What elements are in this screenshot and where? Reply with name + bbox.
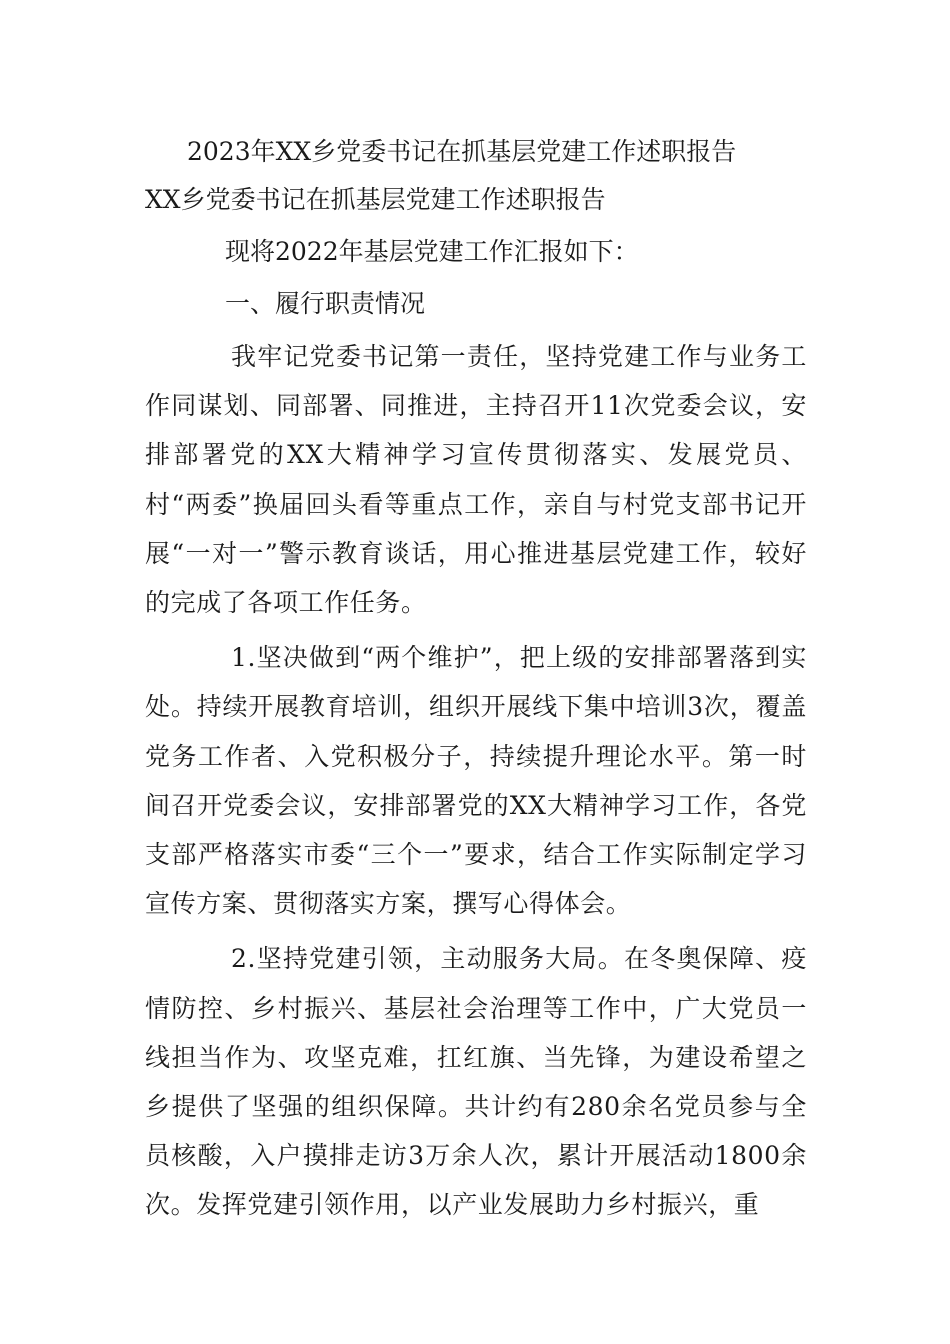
- intro-line: 现将2022年基层党建工作汇报如下：: [225, 237, 639, 266]
- document-page: [145, 128, 807, 1230]
- section-heading: 一、履行职责情况: [225, 289, 426, 318]
- document-subtitle: XX乡党委书记在抓基层党建工作述职报告: [145, 185, 606, 214]
- body-paragraph: 我牢记党委书记第一责任，坚持党建工作与业务工作同谋划、同部署、同推进，主持召开11次党委会议，安排部署党的XX大精神学习宣传贯彻落实、发展党员、村“两委”换届回头看等重点工作，亲自与村党支部书记开展“一对一”警示教育谈话，用心推进基层党建工作，较好的完成了各项工作任务。: [145, 342, 807, 618]
- body-paragraph: 2.坚持党建引领，主动服务大局。在冬奥保障、疫情防控、乡村振兴、基层社会治理等工作中，广大党员一线担当作为、攻坚克难，扛红旗、当先锋，为建设希望之乡提供了坚强的组织保障。共计约有280余名党员参与全员核酸，入户摸排走访3万余人次，累计开展活动1800余次。发挥党建引领作用，以产业发展助力乡村振兴，重: [145, 944, 807, 1220]
- document-title: 2023年XX乡党委书记在抓基层党建工作述职报告: [187, 137, 737, 166]
- body-paragraph: 1.坚决做到“两个维护”，把上级的安排部署落到实处。持续开展教育培训，组织开展线下集中培训3次，覆盖党务工作者、入党积极分子，持续提升理论水平。第一时间召开党委会议，安排部署党的XX大精神学习工作，各党支部严格落实市委“三个一”要求，结合工作实际制定学习宣传方案、贯彻落实方案，撰写心得体会。: [145, 643, 807, 919]
